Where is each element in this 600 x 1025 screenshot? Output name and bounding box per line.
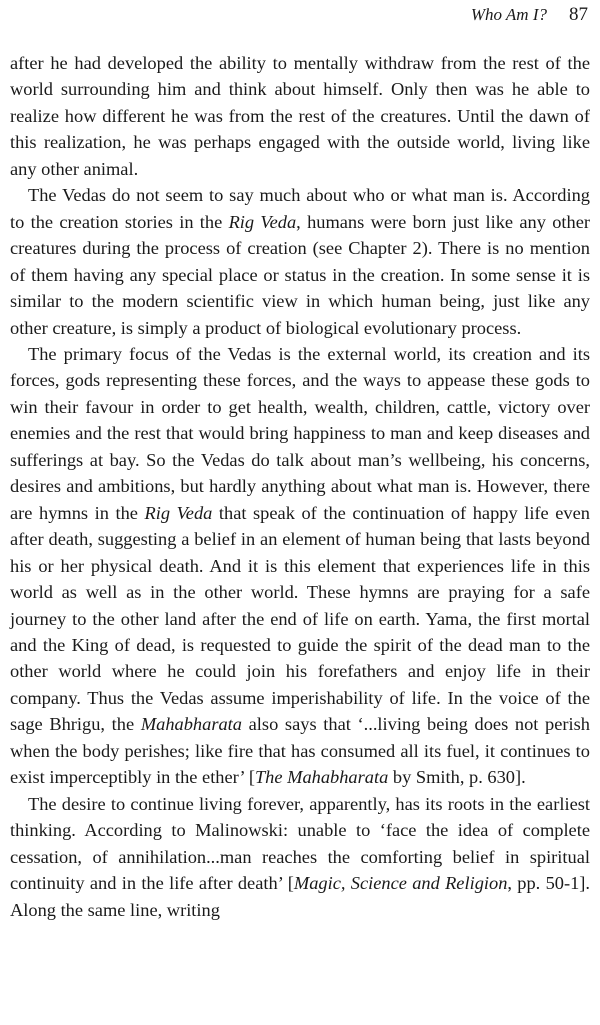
running-head: [471, 2, 588, 28]
text-segment: The desire to continue living forever, apparently, has its roots in the earliest thinking. According to Malinowski: unable to ‘face the idea of complete cessation, of annihilation...man reaches the comforting belief in spiritual continuity and in the life after death’ [: [10, 793, 590, 894]
book-title-italic: Rig Veda: [228, 211, 297, 232]
text-segment: after he had developed the ability to mentally withdraw from the rest of the world surrounding him and think about himself. Only then was he able to realize how different he was from the rest of the creatures. Until the dawn of this realization, he was perhaps engaged with the outside world, living like any other animal.: [10, 53, 590, 179]
paragraph-3: [10, 341, 590, 791]
book-title-italic: The Mahabharata: [254, 767, 389, 788]
text-segment: by Smith, p. 630].: [388, 767, 526, 788]
book-title-italic: Mahabharata: [140, 714, 242, 735]
page-number: 87: [569, 4, 588, 25]
text-segment: that speak of the continuation of happy life even after death, suggesting a belief in an element of human being that lasts beyond his or her physical death. And it is this element that experiences life in this world as well as in the other world. These hymns are praying for a safe journey to the other land after the end of life on earth. Yama, the first mortal and the King of dead, is requested to guide the spirit of the dead man to the other world where he could join his forefathers and enjoy life in their company. Thus the Vedas assume imperishability of life. In the voice of the sage Bhrigu, the: [10, 502, 590, 735]
text-segment: The Vedas do not seem to say much about who or what man is. According to the creation stories in the: [10, 185, 590, 232]
text-segment: , humans were born just like any other creatures during the process of creation (see Chapter 2). There is no mention of them having any special place or status in the creation. In some sense it is similar to the modern scientific view in which human being, just like any other creature, is simply a product of biological evolutionary process.: [10, 211, 590, 338]
book-title-italic: Rig Veda: [144, 502, 213, 523]
text-segment: The primary focus of the Vedas is the external world, its creation and its forces, gods representing these forces, and the ways to appease these gods to win their favour in order to get health, wealth, children, cattle, victory over enemies and the rest that would bring happiness to man and keep diseases and sufferings at bay. So the Vedas do talk about man’s wellbeing, his concerns, desires and ambitions, but hardly anything about what man is. However, there are hymns in the: [10, 343, 590, 523]
book-title-italic: Magic, Science and Religion: [293, 873, 508, 894]
running-title: Who Am I?: [470, 5, 547, 24]
text-segment: , pp. 50-1]. Along the same line, writing: [10, 873, 590, 920]
body-text: [10, 50, 590, 923]
paragraph-1: [10, 50, 590, 182]
paragraph-2: [10, 182, 590, 341]
paragraph-4: [10, 791, 590, 923]
text-segment: also says that ‘...living being does not perish when the body perishes; like fire that has consumed all its fuel, it continues to exist imperceptibly in the ether’ [: [10, 714, 591, 788]
